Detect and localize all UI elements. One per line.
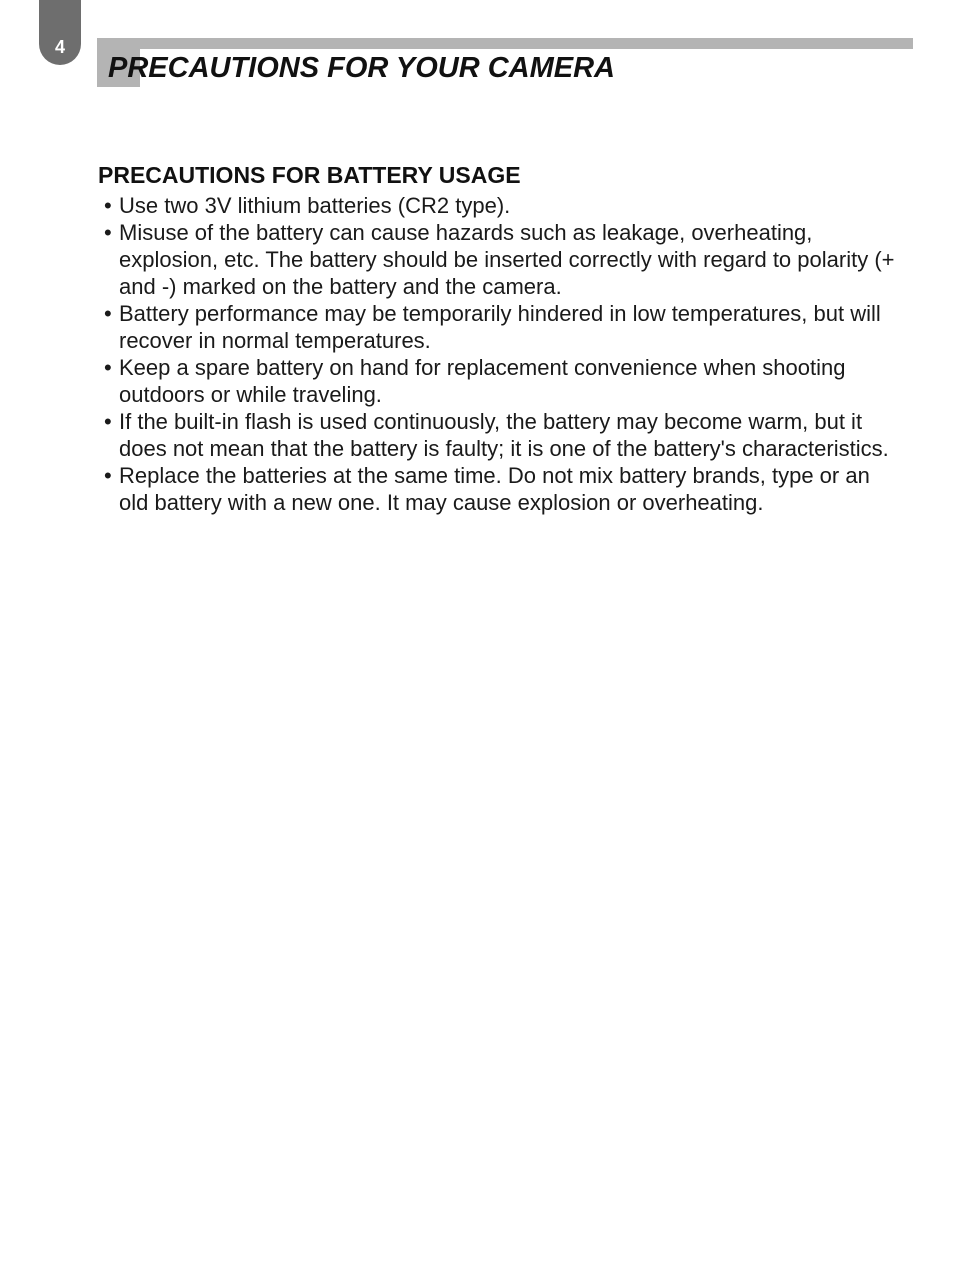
battery-precautions-section <box>98 160 898 516</box>
list-item-text: Misuse of the battery can cause hazards such as leakage, overheating, explosion, etc. The battery should be inserted correctly with regard to polarity (+ and -) marked on the battery and the camera. <box>119 220 895 299</box>
bullet-icon: • <box>104 193 112 218</box>
precautions-list <box>98 192 898 516</box>
page-title: PRECAUTIONS FOR YOUR CAMERA <box>108 52 615 84</box>
bullet-icon: • <box>104 220 112 245</box>
section-heading: PRECAUTIONS FOR BATTERY USAGE <box>98 162 521 188</box>
list-item-text: Keep a spare battery on hand for replacement convenience when shooting outdoors or while traveling. <box>119 355 846 407</box>
page-number-tab <box>39 0 81 65</box>
list-item-text: If the built-in flash is used continuously, the battery may become warm, but it does not mean that the battery is faulty; it is one of the battery's characteristics. <box>119 409 889 461</box>
page-number: 4 <box>54 37 65 57</box>
list-item <box>98 462 898 516</box>
list-item <box>98 192 898 219</box>
bullet-icon: • <box>104 355 112 380</box>
list-item <box>98 300 898 354</box>
list-item <box>98 408 898 462</box>
list-item-text: Replace the batteries at the same time. Do not mix battery brands, type or an old battery with a new one. It may cause explosion or overheating. <box>119 463 870 515</box>
bullet-icon: • <box>104 301 112 326</box>
list-item-text: Use two 3V lithium batteries (CR2 type). <box>119 193 511 218</box>
bullet-icon: • <box>104 409 112 434</box>
header-rule <box>97 38 913 49</box>
list-item-text: Battery performance may be temporarily hindered in low temperatures, but will recover in normal temperatures. <box>119 301 881 353</box>
bullet-icon: • <box>104 463 112 488</box>
list-item <box>98 354 898 408</box>
list-item <box>98 219 898 300</box>
